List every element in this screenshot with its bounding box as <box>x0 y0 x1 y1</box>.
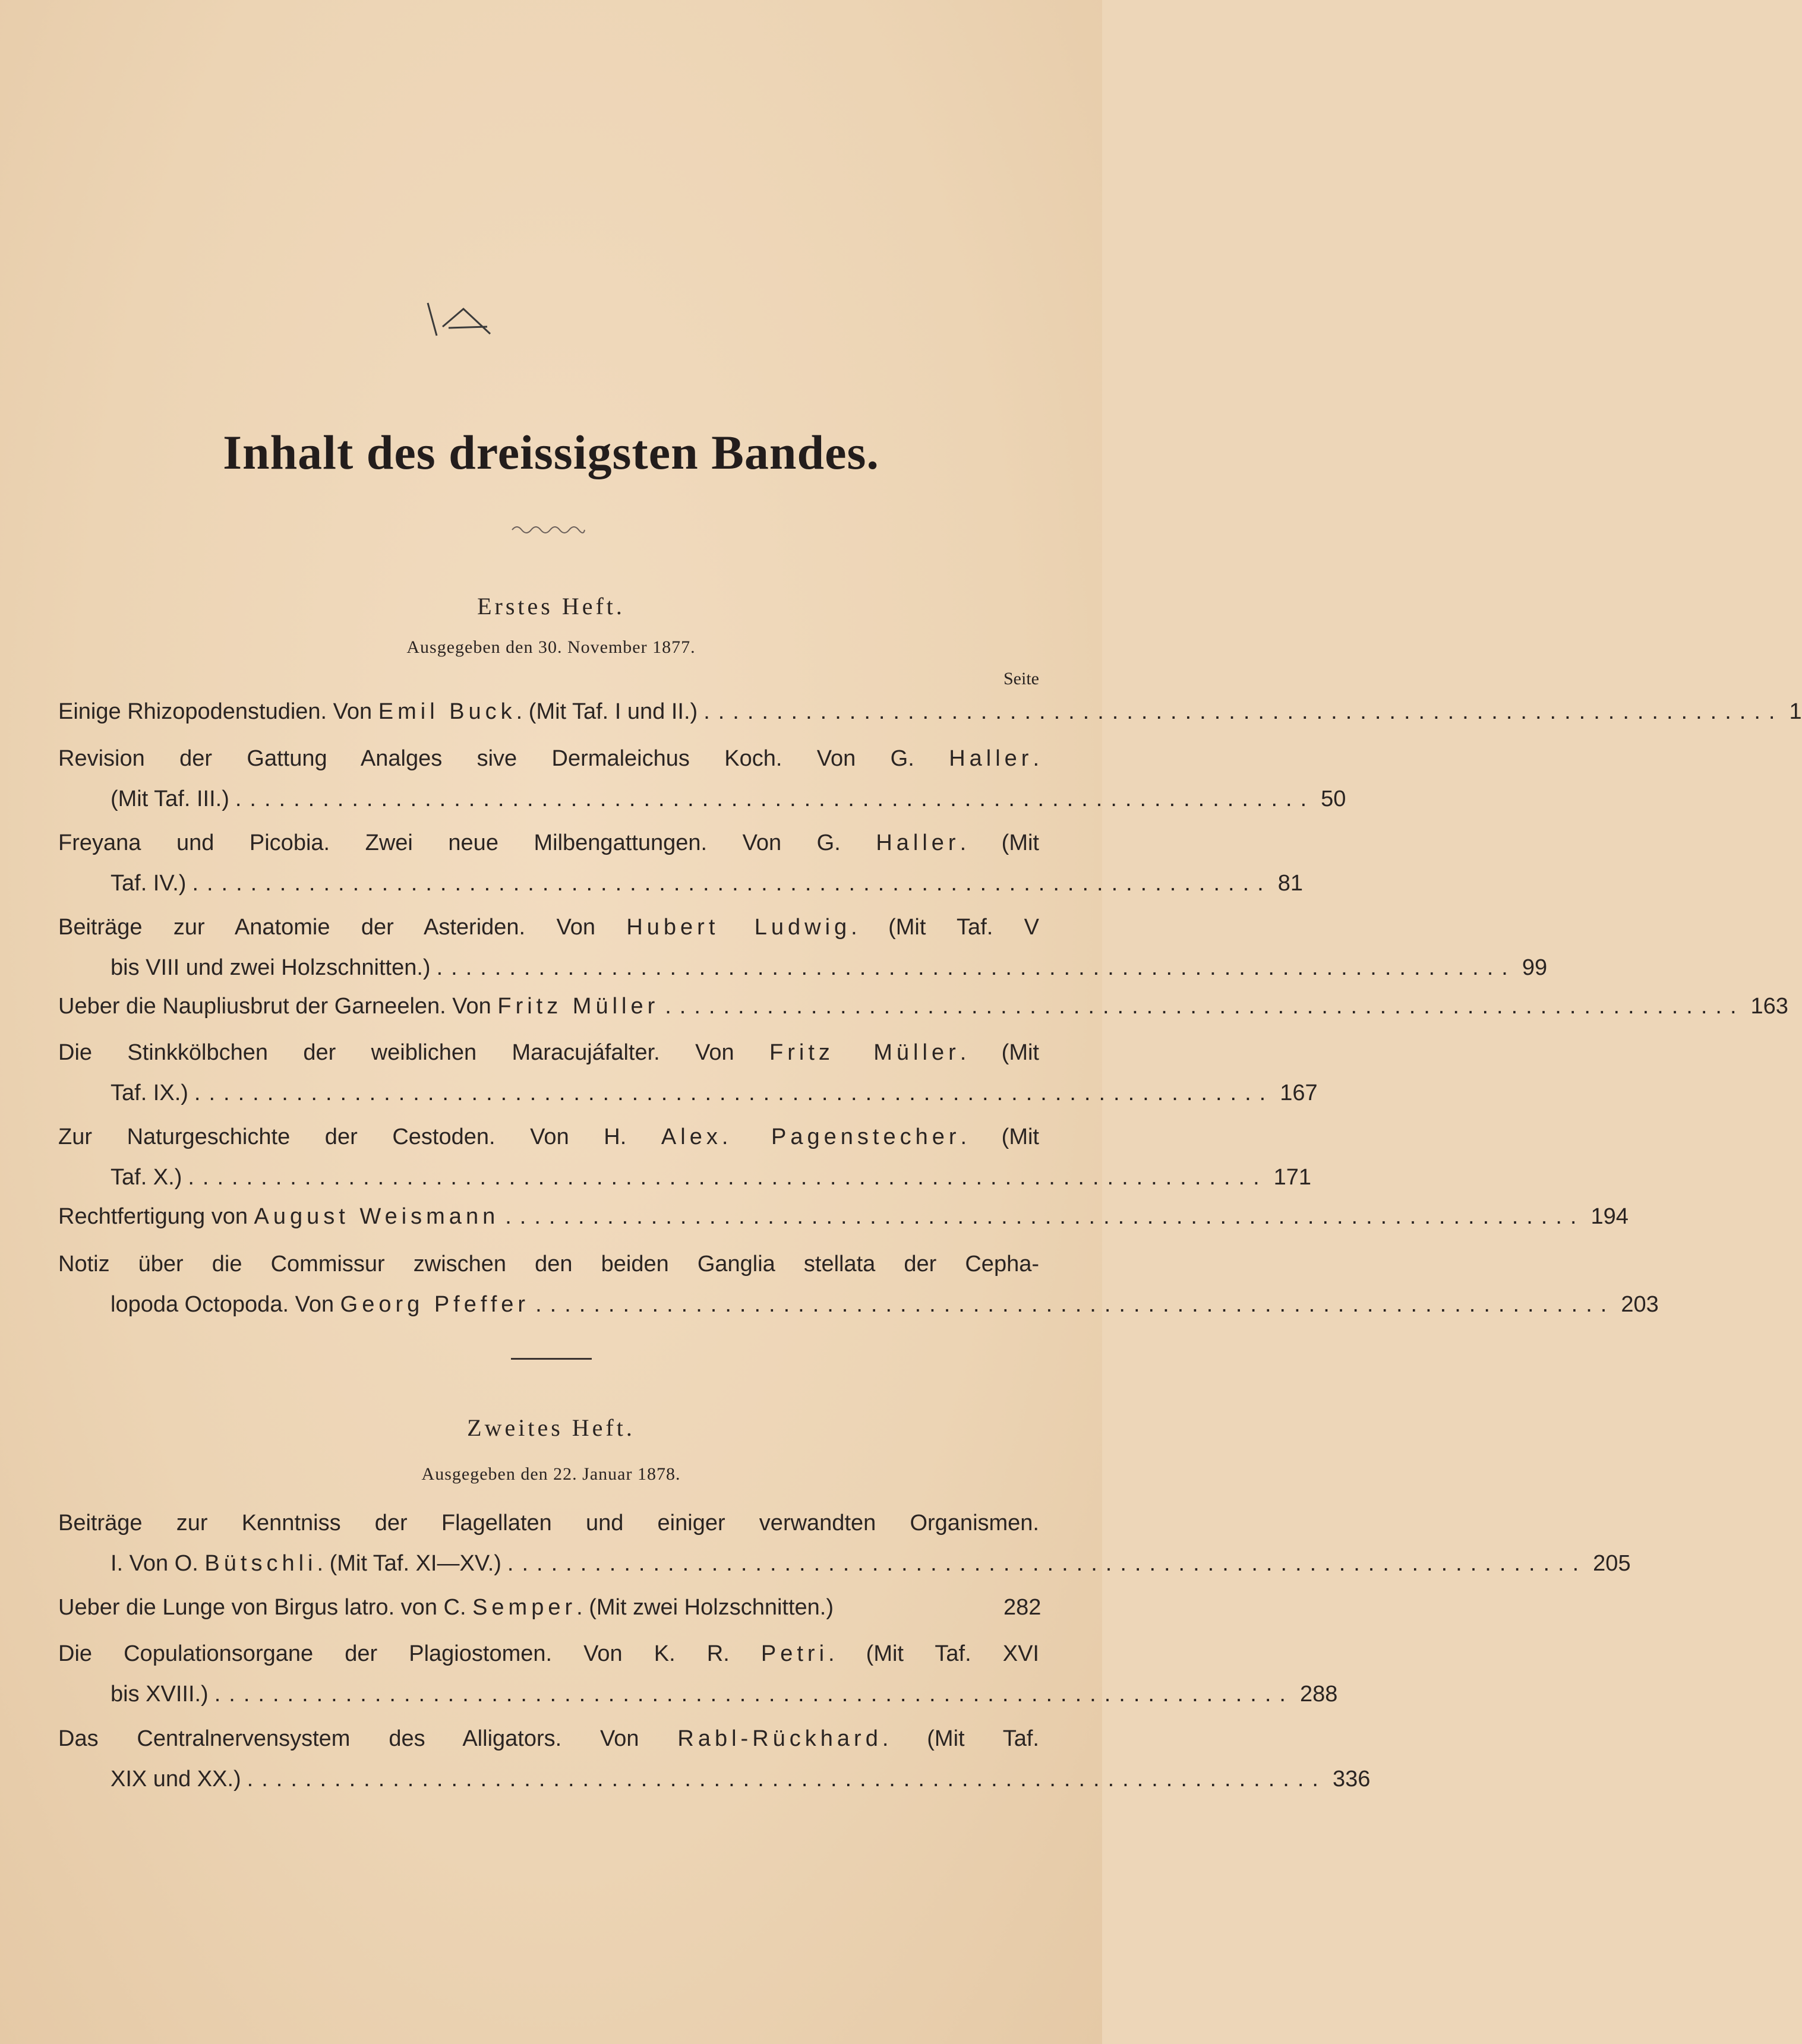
page-number: 163 <box>1750 994 1788 1019</box>
section-date: Ausgegeben den 30. November 1877. <box>406 637 696 657</box>
leader-dots: .......................................................................... <box>436 955 1516 980</box>
section-divider <box>511 1358 592 1360</box>
page-number: 1 <box>1789 699 1802 724</box>
page-title: Inhalt des dreissigsten Bandes. <box>223 425 879 479</box>
section-date: Ausgegeben den 22. Januar 1878. <box>421 1464 681 1484</box>
leader-dots: .......................................................................... <box>665 994 1745 1019</box>
toc-entry: Notiz über die Commissur zwischen den beiden Ganglia stellata der Cepha- lopoda Octopoda. Von Georg Pfeffer .......................................................................... 203 <box>58 1244 1039 1325</box>
leader-dots: .......................................................................... <box>247 1767 1327 1792</box>
section-heading: Erstes Heft. <box>477 593 625 620</box>
leader-dots: .......................................................................... <box>703 699 1784 724</box>
page-number: 167 <box>1280 1081 1318 1105</box>
leader-dots: .......................................................................... <box>505 1204 1585 1229</box>
toc-entry: Revision der Gattung Analges sive Dermaleichus Koch. Von G. Haller. (Mit Taf. III.) .......................................................................... 50 <box>58 738 1039 819</box>
toc-entry: Beiträge zur Kenntniss der Flagellaten und einiger verwandten Organismen. I. Von O. Bütschli. (Mit Taf. XI—XV.) .......................................................................... 205 <box>58 1503 1039 1584</box>
page-number: 99 <box>1522 955 1548 980</box>
ornament-squiggle <box>511 523 585 536</box>
leader-dots: .......................................................................... <box>507 1551 1588 1576</box>
toc-entry: Die Stinkkölbchen der weiblichen Maracujáfalter. Von Fritz Müller. (Mit Taf. IX.) .......................................................................... 167 <box>58 1032 1039 1113</box>
page-number: 203 <box>1621 1292 1659 1317</box>
page-number: 194 <box>1590 1204 1629 1229</box>
toc-entry: Das Centralnervensystem des Alligators. Von Rabl-Rückhard. (Mit Taf. XIX und XX.) .......................................................................... 336 <box>58 1718 1039 1799</box>
toc-entry: Beiträge zur Anatomie der Asteriden. Von Hubert Ludwig. (Mit Taf. V bis VIII und zwei Holzschnitten.) .......................................................................... 99 <box>58 907 1039 988</box>
toc-entry: Einige Rhizopodenstudien. Von Emil Buck. (Mit Taf. I und II.) .......................................................................... 1 <box>58 691 1039 732</box>
page-number: 282 <box>1003 1595 1042 1620</box>
section-heading: Zweites Heft. <box>467 1414 635 1441</box>
toc-entry: Ueber die Naupliusbrut der Garneelen. Von Fritz Müller .......................................................................... 163 <box>58 986 1039 1026</box>
leader-dots: .......................................................................... <box>235 786 1315 811</box>
toc-entry: Freyana und Picobia. Zwei neue Milbengattungen. Von G. Haller. (Mit Taf. IV.) .......................................................................... 81 <box>58 823 1039 903</box>
page-number: 171 <box>1273 1165 1312 1190</box>
toc-entry: Die Copulationsorgane der Plagiostomen. Von K. R. Petri. (Mit Taf. XVI bis XVIII.) .......................................................................... 288 <box>58 1634 1039 1714</box>
pencil-mark <box>416 291 553 345</box>
leader-dots: .......................................................................... <box>188 1165 1268 1190</box>
page-number: 205 <box>1593 1551 1631 1576</box>
seite-label: Seite <box>1003 669 1039 688</box>
page-number: 81 <box>1277 871 1303 896</box>
leader-dots: .......................................................................... <box>192 871 1272 896</box>
toc-entry: Ueber die Lunge von Birgus latro. von C. Semper. (Mit zwei Holzschnitten.) 282 <box>58 1587 1039 1628</box>
page-number: 288 <box>1299 1682 1338 1707</box>
page-number: 50 <box>1321 786 1346 811</box>
leader-dots: .......................................................................... <box>214 1682 1294 1707</box>
leader-dots: .......................................................................... <box>194 1081 1274 1105</box>
page-number: 336 <box>1332 1767 1371 1792</box>
leader-dots: .......................................................................... <box>535 1292 1615 1317</box>
toc-entry: Zur Naturgeschichte der Cestoden. Von H. Alex. Pagenstecher. (Mit Taf. X.) .......................................................................... 171 <box>58 1117 1039 1198</box>
toc-entry: Rechtfertigung von August Weismann .......................................................................... 194 <box>58 1196 1039 1237</box>
